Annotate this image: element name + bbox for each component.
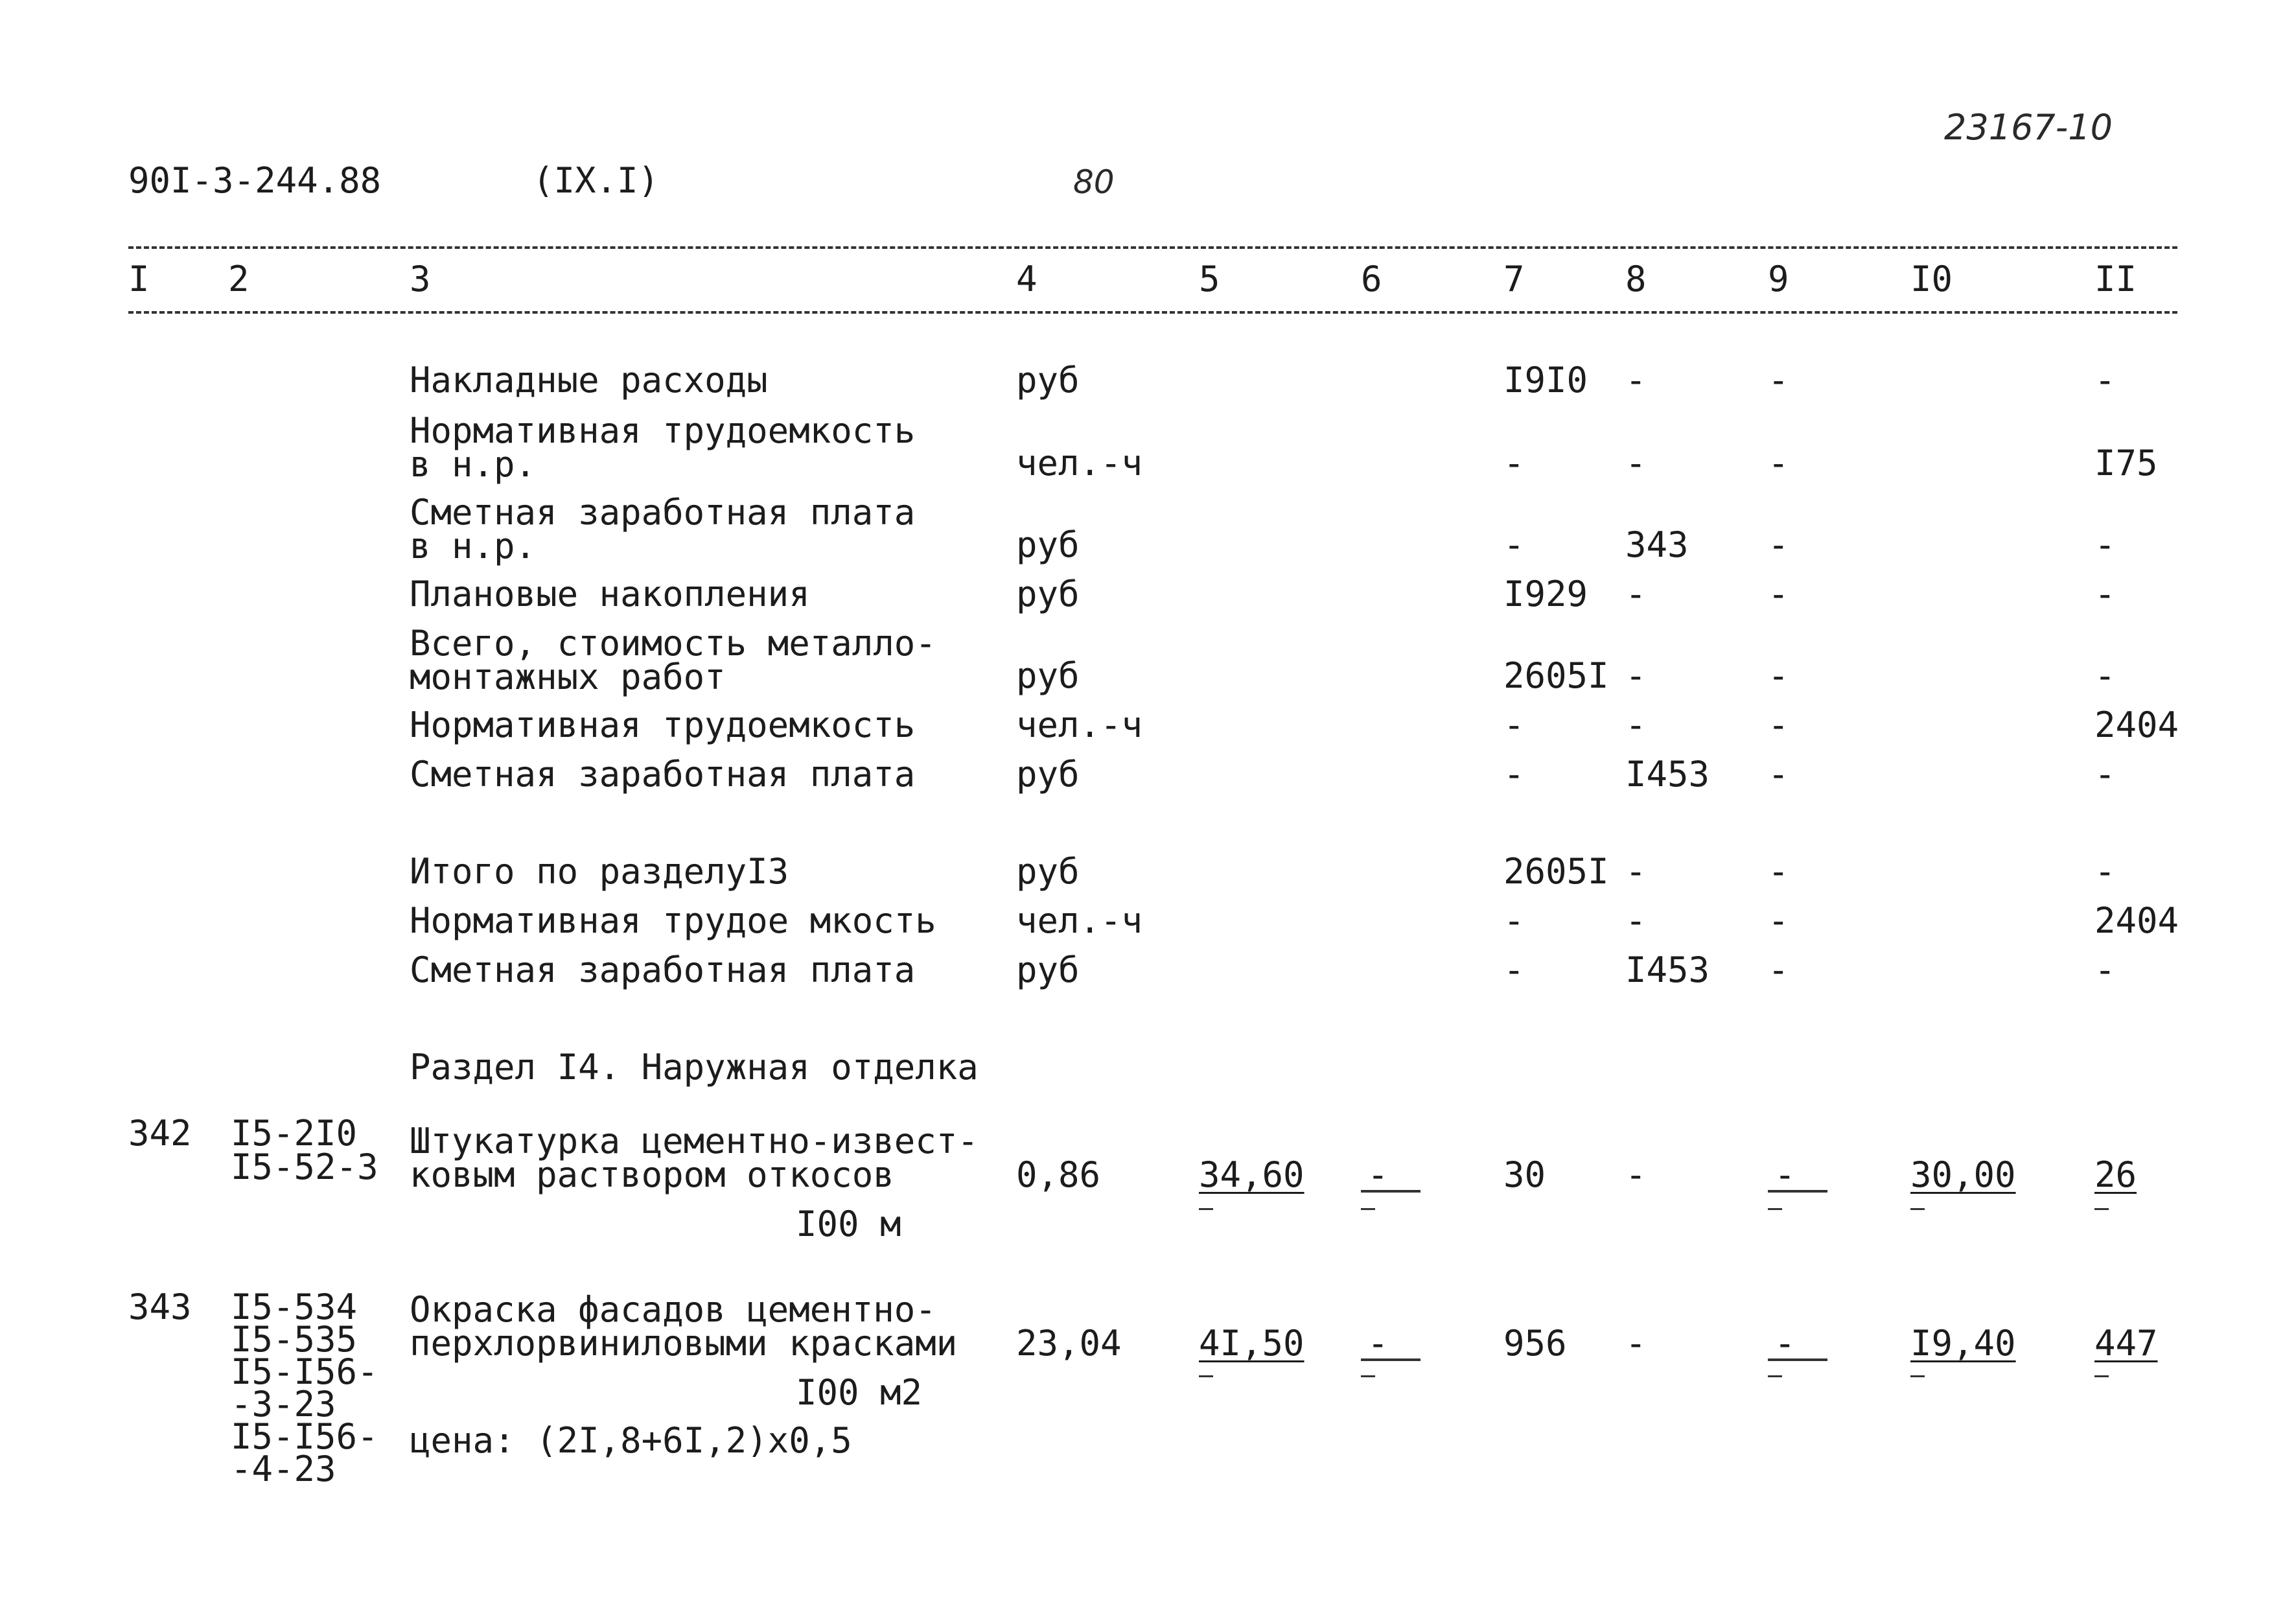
row-col7: - [1503,524,1525,565]
fraction-mark [1768,1208,1782,1210]
row-col9: - [1768,360,1789,401]
item-col7: 956 [1503,1323,1567,1364]
fraction-mark [1768,1375,1782,1377]
row-col9: - [1768,655,1789,696]
item-unit: I00 м [796,1204,901,1244]
fraction-line [1768,1190,1827,1193]
fraction-line [1361,1358,1421,1361]
row-unit: чел.-ч [1016,900,1143,941]
row-col7: - [1503,900,1525,941]
item-col9: - [1774,1154,1796,1195]
row-col11: - [2094,851,2116,892]
row-col7: 2605I [1503,851,1609,892]
item-col11: 26 [2094,1154,2137,1195]
item-number: 343 [128,1287,192,1327]
row-name: Нормативная трудоемкость [410,410,916,451]
column-header-7: 7 [1503,259,1525,299]
row-name-cont: в н.р. [410,444,537,485]
fraction-mark [1910,1375,1925,1377]
section-title: Раздел I4. Наружная отделка [410,1047,979,1088]
row-name-cont: монтажных работ [410,657,726,697]
row-col11: - [2094,574,2116,614]
item-code: -4-23 [231,1449,336,1489]
item-number: 342 [128,1113,192,1154]
row-unit: чел.-ч [1016,705,1143,745]
row-name: Сметная заработная плата [410,754,916,795]
row-unit: руб [1016,851,1080,892]
fraction-mark [1199,1208,1213,1210]
table-top-rule [128,246,2177,249]
fraction-mark [2094,1208,2109,1210]
row-col7: - [1503,443,1525,484]
item-col5: 34,60 [1199,1154,1305,1195]
row-unit: чел.-ч [1016,443,1143,484]
row-name: Сметная заработная плата [410,492,916,533]
row-name: Итого по разделуI3 [410,851,789,892]
row-col9: - [1768,705,1789,745]
row-unit: руб [1016,655,1080,696]
row-col9: - [1768,524,1789,565]
row-unit: руб [1016,950,1080,990]
row-col7: - [1503,950,1525,990]
item-col10: 30,00 [1910,1154,2016,1195]
row-name-cont: в н.р. [410,526,537,566]
row-col11: - [2094,524,2116,565]
item-description: Окраска фасадов цементно- [410,1289,936,1330]
column-header-10: I0 [1910,259,1953,299]
document-code: 90I-3-244.88 [128,160,382,201]
item-code: I5-535 [231,1319,358,1360]
row-name: Нормативная трудоемкость [410,705,916,745]
column-header-9: 9 [1768,259,1789,299]
row-col11: - [2094,655,2116,696]
row-col7: - [1503,705,1525,745]
item-code: I5-I56- [231,1416,378,1457]
item-description-cont: ковым раствором откосов [410,1154,894,1195]
row-col8: - [1625,360,1647,401]
item-code: I5-I56- [231,1351,378,1392]
row-col8: - [1625,851,1647,892]
row-unit: руб [1016,360,1080,401]
item-col9: - [1774,1323,1796,1364]
row-col8: I453 [1625,950,1710,990]
page-number: 80 [1073,163,1115,201]
column-header-8: 8 [1625,259,1647,299]
item-code: I5-534 [231,1287,358,1327]
item-unit: I00 м2 [796,1372,923,1413]
row-name: Сметная заработная плата [410,950,916,990]
item-code: I5-52-3 [231,1147,378,1187]
row-col11: 2404 [2094,705,2179,745]
row-name: Накладные расходы [410,360,768,401]
row-col8: I453 [1625,754,1710,795]
inventory-number: 23167-10 [1944,107,2113,148]
item-description-cont: перхлорвиниловыми красками [410,1323,958,1364]
row-name: Нормативная трудое мкость [410,900,936,941]
row-name: Всего, стоимость металло- [410,623,936,664]
row-col7: 2605I [1503,655,1609,696]
row-col11: I75 [2094,443,2158,484]
item-code: -3-23 [231,1384,336,1425]
row-col11: 2404 [2094,900,2179,941]
row-col7: I9I0 [1503,360,1588,401]
column-header-1: I [128,259,150,299]
row-col9: - [1768,900,1789,941]
item-code: I5-2I0 [231,1113,358,1154]
item-col10: I9,40 [1910,1323,2016,1364]
row-col9: - [1768,851,1789,892]
item-quantity: 0,86 [1016,1154,1101,1195]
column-header-11: II [2094,259,2137,299]
table-header-rule [128,311,2177,314]
row-col8: - [1625,705,1647,745]
row-col7: I929 [1503,574,1588,614]
row-col8: - [1625,443,1647,484]
row-col9: - [1768,950,1789,990]
item-col8: - [1625,1154,1647,1195]
row-unit: руб [1016,754,1080,795]
row-col9: - [1768,443,1789,484]
row-col8: - [1625,574,1647,614]
row-col8: - [1625,655,1647,696]
fraction-mark [1199,1375,1213,1377]
price-note: цена: (2I,8+6I,2)х0,5 [410,1420,852,1461]
item-description: Штукатурка цементно-извест- [410,1121,979,1161]
column-header-2: 2 [228,259,249,299]
row-col11: - [2094,360,2116,401]
row-col9: - [1768,574,1789,614]
section-reference: (IX.I) [533,160,660,201]
item-quantity: 23,04 [1016,1323,1122,1364]
fraction-mark [1910,1208,1925,1210]
row-name: Плановые накопления [410,574,810,614]
item-col8: - [1625,1323,1647,1364]
item-col7: 30 [1503,1154,1546,1195]
fraction-mark [2094,1375,2109,1377]
column-header-5: 5 [1199,259,1220,299]
item-col6: - [1367,1323,1389,1364]
fraction-line [1361,1190,1421,1193]
fraction-mark [1361,1375,1375,1377]
column-header-4: 4 [1016,259,1038,299]
item-col11: 447 [2094,1323,2158,1364]
row-col8: 343 [1625,524,1689,565]
row-col7: - [1503,754,1525,795]
item-col6: - [1367,1154,1389,1195]
fraction-mark [1361,1208,1375,1210]
fraction-line [1768,1358,1827,1361]
row-col9: - [1768,754,1789,795]
row-col11: - [2094,754,2116,795]
item-col5: 4I,50 [1199,1323,1305,1364]
row-col8: - [1625,900,1647,941]
row-unit: руб [1016,574,1080,614]
row-col11: - [2094,950,2116,990]
column-header-3: 3 [410,259,431,299]
row-unit: руб [1016,524,1080,565]
column-header-6: 6 [1361,259,1382,299]
